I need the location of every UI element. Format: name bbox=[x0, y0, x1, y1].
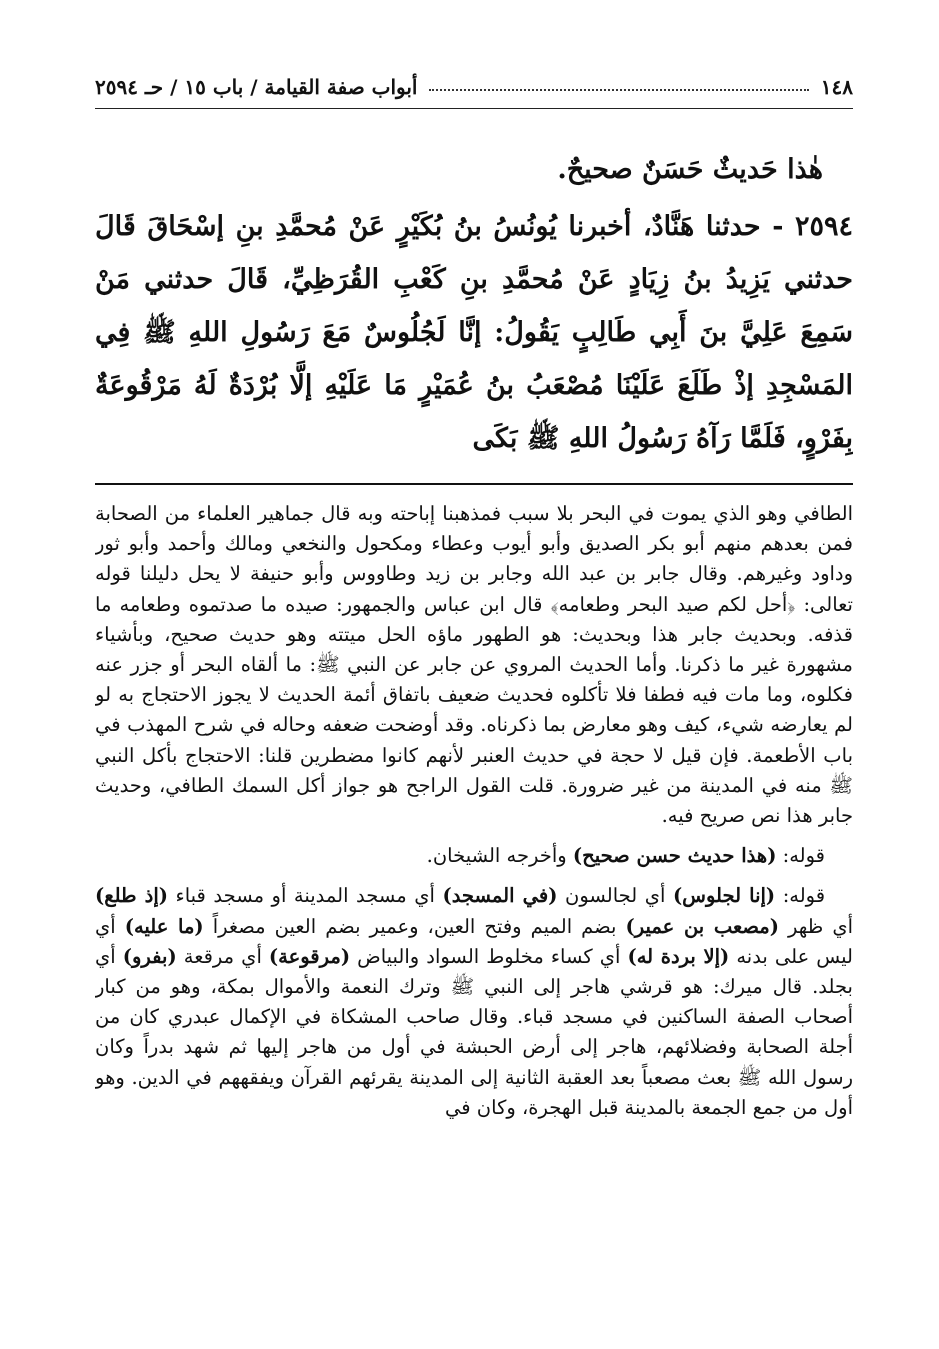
page-number: ١٤٨ bbox=[820, 75, 853, 99]
hadith-2594 bbox=[95, 200, 853, 465]
commentary-paragraph-2 bbox=[95, 841, 853, 871]
commentary-text: أي لجالسون bbox=[565, 884, 666, 908]
commentary-lemma: (إذ طلع) bbox=[95, 884, 169, 908]
hadith-body: حدثنا هَنَّادٌ، أخبرنا يُونُسُ بنُ بُكَيْرٍ عَنْ مُحمَّدِ بنِ إسْحَاقَ قَالَ حدثني يَزِيدُ بنُ زِيَادٍ عَنْ مُحمَّدِ بنِ كَعْبِ القُرَظِيِّ، قَالَ حدثني مَنْ سَمِعَ عَلِيَّ بنَ أَبِي طَالِبٍ يَقُولُ: إنَّا لَجُلُوسٌ مَعَ رَسُولِ اللهِ ﷺ فِي المَسْجِدِ إذْ طَلَعَ عَلَيْنَا مُصْعَبُ بنُ عُمَيْرٍ مَا عَلَيْهِ إلَّا بُرْدَةٌ لَهُ مَرْقُوعَةٌ بِفَرْوٍ، فَلَمَّا رَآهُ رَسُولُ اللهِ ﷺ بَكَى bbox=[95, 211, 853, 454]
commentary-lemma: (مرقوعة) bbox=[268, 944, 351, 968]
commentary-text: أي مسجد المدينة أو مسجد قباء bbox=[175, 884, 435, 908]
hadith-verdict: هٰذا حَديثٌ حَسَنٌ صحيحٌ. bbox=[557, 154, 823, 185]
header-dot-leader bbox=[429, 89, 808, 91]
commentary-text: أي مرقعة bbox=[183, 944, 262, 968]
commentary-intro: قوله: bbox=[782, 884, 826, 908]
commentary-text: وأخرجه الشيخان. bbox=[426, 844, 567, 868]
commentary-lemma: (مصعب بن عمير) bbox=[625, 914, 779, 938]
running-header-title: أبواب صفة القيامة / باب ١٥ / حـ ٢٥٩٤ bbox=[95, 75, 418, 99]
commentary-lemma: (إنا لجلوس) bbox=[672, 884, 776, 908]
book-page bbox=[95, 66, 853, 1296]
hadith-text-block bbox=[95, 143, 853, 465]
commentary-lemma: (هذا حديث حسن صحيح) bbox=[572, 844, 777, 868]
commentary-text: بضم الميم وفتح العين، وعمير بضم العين مصغراً bbox=[212, 914, 617, 938]
commentary-intro: قوله: bbox=[782, 844, 825, 868]
commentary-lemma: (في المسجد) bbox=[442, 884, 558, 908]
commentary-lemma: (ما عليه) bbox=[124, 914, 204, 938]
commentary-paragraph-3 bbox=[95, 881, 853, 1123]
commentary-text: أي ليس على بدنه bbox=[95, 914, 853, 968]
commentary-divider bbox=[95, 483, 853, 485]
commentary-text: أي ظهر bbox=[788, 914, 853, 938]
running-header bbox=[95, 66, 853, 109]
commentary-block bbox=[95, 499, 853, 1123]
commentary-paragraph-1: الطافي وهو الذي يموت في البحر بلا سبب فمذهبنا إباحته وبه قال جماهير العلماء من الصحابة فمن بعدهم منهم أبو بكر الصديق وأبو أيوب وعطاء ومكحول والنخعي ومالك وأحمد وأبو ثور وداود وغيرهم. وقال جابر بن عبد الله وجابر بن زيد وطاووس وأبو حنيفة لا يحل دليلنا قوله تعالى: ﴿أحل لكم صيد البحر وطعامه﴾ قال ابن عباس والجمهور: صيده ما صدتموه وطعامه ما قذفه. وبحديث جابر هذا وبحديث: هو الطهور ماؤه الحل ميتته وهو حديث صحيح، وبأشياء مشهورة غير ما ذكرنا. وأما الحديث المروي عن جابر عن النبي ﷺ: ما ألقاه البحر أو جزر عنه فكلوه، وما مات فيه فطفا فلا تأكلوه فحديث ضعيف باتفاق أئمة الحديث لا يجوز الاحتجاج به لو لم يعارضه شيء، كيف وهو معارض بما ذكرناه. وقد أوضحت ضعفه وحاله في شرح المهذب في باب الأطعمة. فإن قيل لا حجة في حديث العنبر لأنهم كانوا مضطرين قلنا: الاحتجاج بأكل النبي ﷺ منه في المدينة من غير ضرورة. قلت القول الراجح هو جواز أكل السمك الطافي، وحديث جابر هذا نص صريح فيه. bbox=[95, 502, 853, 828]
commentary-lemma: (إلا بردة له) bbox=[627, 944, 730, 968]
commentary-lemma: (بفرو) bbox=[122, 944, 177, 968]
commentary-text: أي كساء مخلوط السواد والبياض bbox=[357, 944, 621, 968]
commentary-text: أي بجلد. قال ميرك: هو قرشي هاجر إلى النبي ﷺ وترك النعمة والأموال بمكة، وهو من كبار أصحاب الصفة الساكنين في مسجد قباء. وقال صاحب المشكاة في الإكمال عبدري كان من أجلة الصحابة وفضلائهم، هاجر إلى أرض الحبشة في أول من هاجر إليها ثم شهد بدراً وكان رسول الله ﷺ بعث مصعباً بعد العقبة الثانية إلى المدينة يقرئهم القرآن ويفقههم في الدين. وهو أول من جمع الجمعة بالمدينة قبل الهجرة، وكان في bbox=[95, 944, 853, 1119]
hadith-number: ٢٥٩٤ - bbox=[772, 211, 853, 242]
